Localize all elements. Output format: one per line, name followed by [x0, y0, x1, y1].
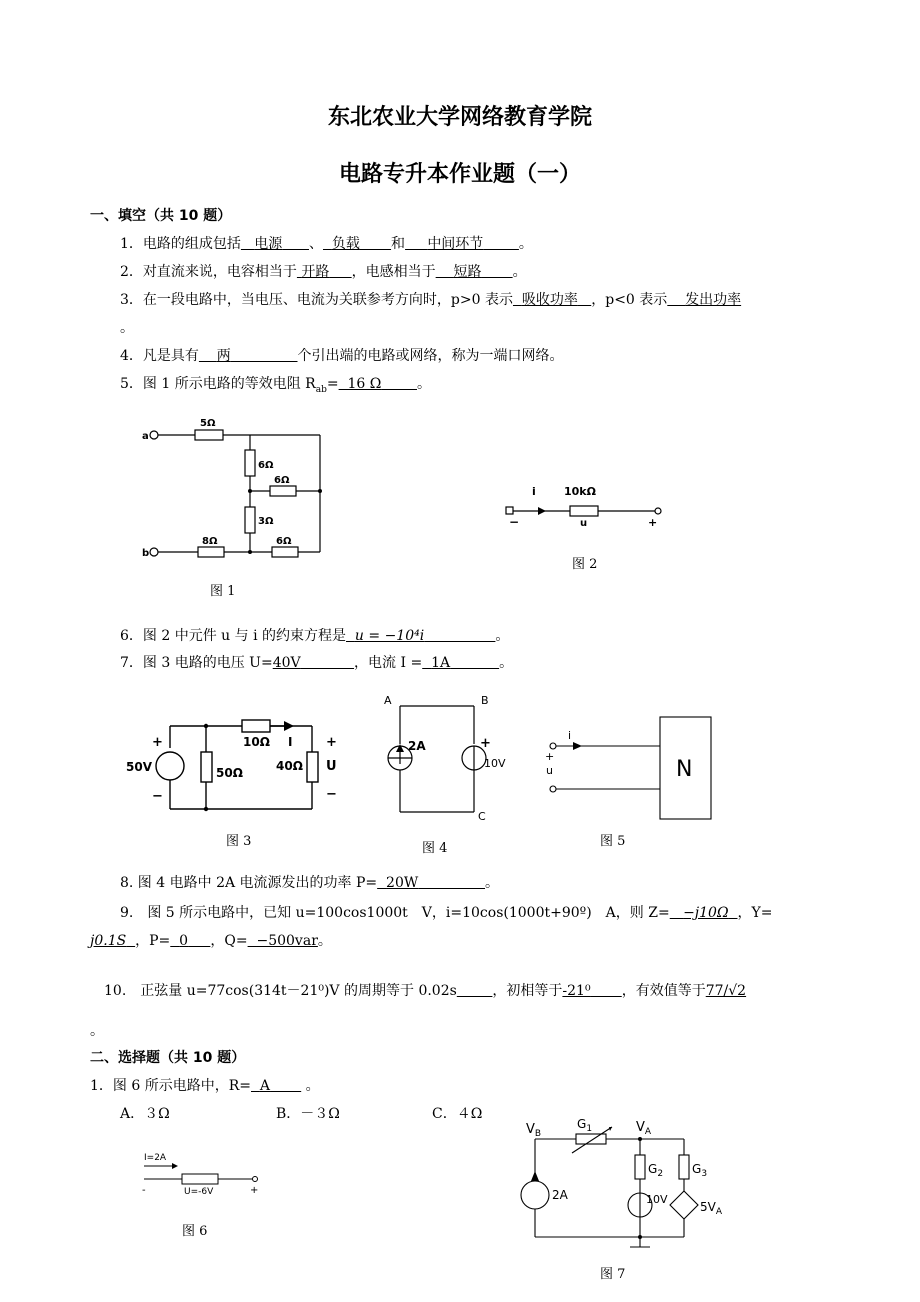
fig7-g1-label: $G_1$ [577, 1117, 593, 1134]
choice-option-b: B．－３Ω [276, 1106, 340, 1122]
fig1-r3-label: 6Ω [274, 475, 290, 486]
fig2-minus: − [509, 515, 520, 528]
choice-option-a: A．３Ω [120, 1106, 170, 1122]
choice-option-c: C．４Ω [432, 1106, 483, 1122]
fig4-node-c: C [478, 810, 486, 823]
figure-2-element [500, 478, 675, 528]
fig2-current-label: i [532, 485, 536, 498]
fig3-source-plus: + [152, 735, 163, 750]
figure-3-caption: 图 3 [226, 834, 252, 849]
fig3-r3-label: 40Ω [276, 759, 303, 773]
fig7-node-va: $V_A$ [636, 1120, 652, 1137]
question-10-end: 。 [90, 1023, 104, 1039]
question-6: 6．图 2 中元件 u 与 i 的约束方程是 u = −10⁴i 。 [120, 628, 510, 644]
fig2-plus: + [648, 516, 658, 528]
section-heading-fill-in: 一、填空（共 10 题） [90, 208, 232, 224]
question-10: 10. 正弦量 u=77cos(314t－21⁰)V 的周期等于 0.02s ，初相等于-21⁰ ，有效值等于77/√2 [104, 983, 747, 999]
question-9-cont: j0.1S ，P= 0 ，Q= −500var。 [90, 933, 332, 949]
fig4-node-b: B [481, 694, 489, 707]
fig5-plus: + [545, 750, 555, 763]
fig3-u-label: U [326, 759, 337, 774]
fig4-voltage-source-label: 10V [484, 757, 506, 770]
figure-2-caption: 图 2 [572, 557, 598, 572]
fig5-current-label: i [568, 729, 572, 742]
question-3: 3．在一段电路中，当电压、电流为关联参考方向时，p>0 表示 吸收功率 ，p<0 表示 发出功率 [120, 292, 742, 308]
fig7-g2-label: $G_2$ [648, 1162, 664, 1179]
question-8: 8. 图 4 电路中 2A 电流源发出的功率 P= 20W 。 [120, 875, 500, 891]
fig3-u-minus: − [326, 787, 337, 802]
figure-3-circuit [120, 712, 350, 817]
section-heading-choice: 二、选择题（共 10 题） [90, 1050, 246, 1066]
figure-5-caption: 图 5 [600, 834, 626, 849]
fig6-minus: - [142, 1185, 146, 1196]
fig7-g3-label: $G_3$ [692, 1162, 708, 1179]
figure-4-caption: 图 4 [422, 841, 448, 856]
page-subtitle: 电路专升本作业题（一） [338, 162, 581, 187]
fig5-voltage-label: u [546, 764, 553, 777]
figure-6-element [138, 1146, 268, 1196]
figure-6-caption: 图 6 [182, 1224, 208, 1239]
question-2: 2．对直流来说，电容相当于 开路 ，电感相当于 短路 。 [120, 264, 527, 280]
figure-7-circuit [520, 1115, 730, 1255]
fig5-network-label: N [676, 757, 693, 782]
fig2-resistor-label: 10kΩ [564, 485, 596, 498]
fig7-current-source-label: 2A [552, 1188, 568, 1202]
fig7-dependent-source-label: $5V_A$ [700, 1200, 723, 1217]
fig3-current-label: I [288, 735, 293, 749]
fig1-node-a: a [142, 431, 149, 442]
fig1-r1-label: 5Ω [200, 418, 216, 429]
figure-4-circuit [378, 692, 508, 827]
fig3-source-label: 50V [126, 760, 152, 774]
fig1-r6-label: 6Ω [276, 536, 292, 547]
fig1-r4-label: 3Ω [258, 516, 274, 527]
choice-question-1: 1．图 6 所示电路中，R= A 。 [90, 1078, 320, 1094]
fig6-voltage-label: U=-6V [184, 1187, 214, 1196]
fig7-voltage-source-label: 10V [646, 1193, 668, 1206]
fig4-current-source-label: 2A [408, 739, 426, 753]
fig4-plus: + [480, 736, 491, 751]
fig6-current-label: I=2A [144, 1153, 167, 1163]
fig3-r2-label: 10Ω [243, 735, 270, 749]
page-title: 东北农业大学网络教育学院 [327, 105, 592, 130]
question-4: 4．凡是具有 两 个引出端的电路或网络，称为一端口网络。 [120, 348, 564, 364]
question-9: 9. 图 5 所示电路中，已知 u=100cos1000t V，i=10cos(1000t+90º) A，则 Z= −j10Ω ，Y= [120, 905, 773, 921]
figure-7-caption: 图 7 [600, 1267, 626, 1282]
figure-1-circuit [140, 410, 340, 580]
figure-5-circuit [540, 712, 720, 822]
fig7-node-vb: $V_B$ [526, 1122, 542, 1139]
fig3-source-minus: − [152, 789, 163, 804]
question-7: 7．图 3 电路的电压 U=40V ，电流 I = 1A 。 [120, 655, 514, 671]
fig3-r1-label: 50Ω [216, 766, 243, 780]
fig6-plus: + [250, 1185, 259, 1196]
figure-1-caption: 图 1 [210, 584, 236, 599]
question-1: 1．电路的组成包括 电源 、 负载 和 中间环节 。 [120, 236, 533, 252]
fig1-r2-label: 6Ω [258, 460, 274, 471]
question-3-end: 。 [120, 320, 134, 336]
fig3-u-plus: + [326, 735, 337, 750]
question-5: 5．图 1 所示电路的等效电阻 $R_{ab}= 16$ Ω 。 [120, 376, 431, 395]
fig1-node-b: b [142, 548, 150, 559]
fig2-voltage-label: u [580, 518, 588, 528]
fig1-r5-label: 8Ω [202, 536, 218, 547]
fig4-node-a: A [384, 694, 392, 707]
